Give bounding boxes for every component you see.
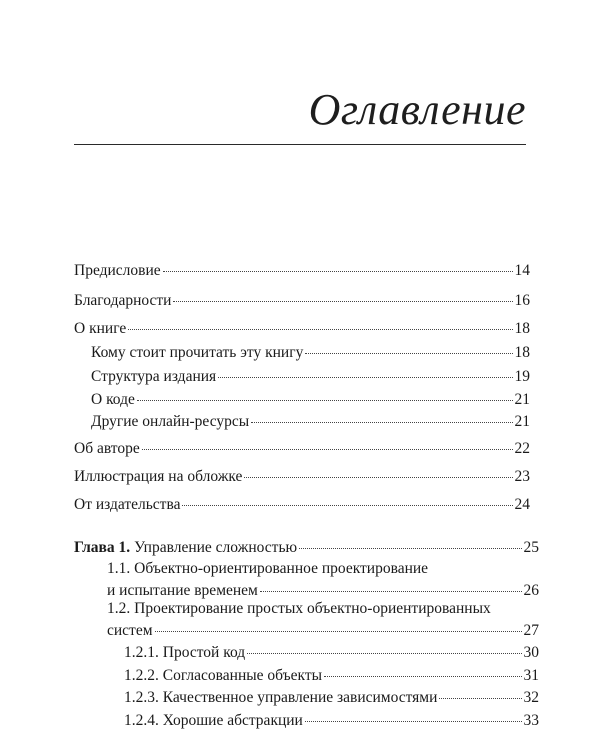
toc-page-number: 26 [523, 581, 539, 599]
toc-entry-label: О коде [91, 390, 135, 408]
dot-leader [137, 384, 513, 401]
dot-leader [305, 337, 512, 354]
toc-entry-label: Иллюстрация на обложке [74, 467, 243, 485]
toc-entry-label: Предисловие [74, 261, 161, 279]
toc-page-number: 21 [514, 412, 530, 430]
toc-entry-acknowledgements[interactable] [74, 288, 530, 310]
page-title: Оглавление [308, 85, 526, 134]
dot-leader [305, 705, 522, 722]
toc-page-number: 14 [514, 261, 530, 279]
toc-page-number: 19 [514, 367, 530, 385]
toc-page-number: 31 [523, 666, 539, 684]
dot-leader [163, 255, 513, 272]
toc-entry-label: О книге [74, 319, 127, 337]
toc-entry-label [74, 538, 297, 557]
toc-entry-label: Об авторе [74, 439, 140, 457]
dot-leader [218, 361, 512, 378]
toc-page-number: 23 [514, 467, 530, 485]
dot-leader [173, 285, 512, 302]
toc-entry-preface[interactable] [74, 258, 530, 280]
toc-entry-cover-illustration[interactable] [74, 464, 530, 486]
toc-entry-label-line2: систем [107, 621, 153, 639]
toc-entry-label: 1.2.4. Хорошие абстракции [124, 711, 303, 729]
dot-leader [251, 406, 512, 423]
dot-leader [299, 532, 521, 549]
dot-leader [247, 637, 521, 654]
toc-entry-who-should-read[interactable] [91, 340, 530, 362]
toc-entry-label: 1.2.2. Согласованные объекты [124, 666, 323, 684]
toc-page-number: 27 [523, 621, 539, 639]
toc-entry-label: Структура издания [91, 367, 217, 385]
toc-page-number: 32 [523, 688, 539, 706]
toc-entry-label-line2: и испытание временем [107, 581, 258, 599]
dot-leader [128, 313, 512, 330]
toc-page-number: 33 [523, 711, 539, 729]
toc-entry-subsection-1-2-4[interactable] [124, 708, 539, 730]
toc-entry-subsection-1-2-3[interactable] [124, 685, 539, 707]
toc-page-number: 25 [523, 538, 539, 556]
toc-page-number: 21 [514, 390, 530, 408]
toc-entry-chapter-1[interactable] [74, 535, 539, 557]
toc-entry-online-resources[interactable] [91, 409, 530, 431]
toc-entry-label-line1: 1.2. Проектирование простых объектно-ориентированных [107, 600, 491, 617]
toc-page-number: 30 [523, 643, 539, 661]
toc-entry-label: 1.2.1. Простой код [124, 643, 246, 661]
toc-entry-label: Кому стоит прочитать эту книгу [91, 343, 304, 361]
dot-leader [155, 615, 522, 632]
toc-page-number: 16 [514, 291, 530, 309]
toc-entry-label: 1.2.3. Качественное управление зависимостями [124, 688, 438, 706]
toc-entry-section-1-2[interactable] [107, 599, 539, 640]
toc-page-number: 18 [514, 319, 530, 337]
toc-entry-label: Благодарности [74, 291, 172, 309]
dot-leader [142, 433, 513, 450]
toc-entry-about-author[interactable] [74, 436, 530, 458]
dot-leader [244, 461, 512, 478]
dot-leader [182, 489, 512, 506]
toc-entry-subsection-1-2-1[interactable] [124, 640, 539, 662]
dot-leader [439, 682, 521, 699]
toc-page-number: 24 [514, 495, 530, 513]
toc-entry-label: Другие онлайн-ресурсы [91, 412, 250, 430]
chapter-number: Глава 1. [74, 538, 131, 556]
toc-entry-label-line1: 1.1. Объектно-ориентированное проектирование [107, 560, 429, 577]
toc-entry-structure[interactable] [91, 364, 530, 386]
toc-entry-label: От издательства [74, 495, 181, 513]
toc-page-number: 22 [514, 439, 530, 457]
dot-leader [324, 660, 521, 677]
chapter-title: Управление сложностью [134, 538, 298, 556]
toc-entry-from-publisher[interactable] [74, 492, 530, 514]
toc-page-number: 18 [514, 343, 530, 361]
dot-leader [260, 575, 522, 592]
toc-entry-about-book[interactable] [74, 316, 530, 338]
toc-entry-section-1-1[interactable] [107, 559, 539, 600]
